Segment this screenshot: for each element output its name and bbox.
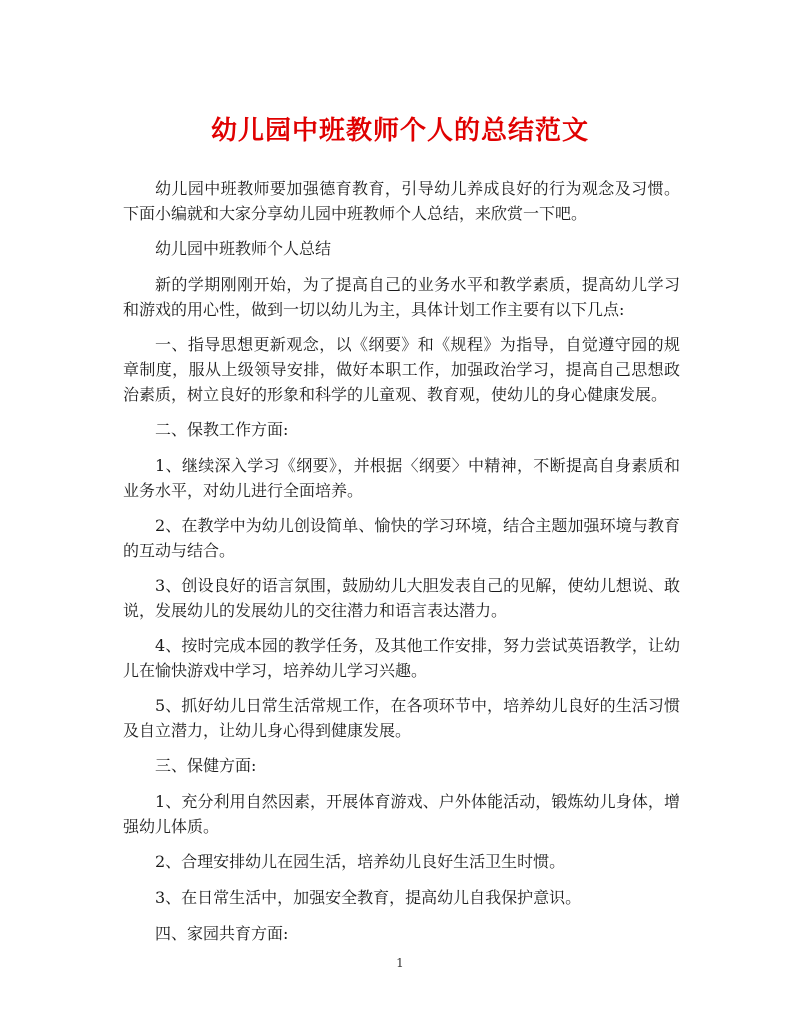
paragraph-section-4-heading: 四、家园共育方面:: [155, 924, 289, 943]
paragraph-section-1: 一、指导思想更新观念，以《纲要》和《规程》为指导，自觉遵守园的规章制度，服从上级领导安排，做好本职工作，加强政治学习，提高自己思想政治素质，树立良好的形象和科学的儿童观、教育观，使幼儿的身心健康发展。: [123, 335, 680, 404]
document-title: 幼儿园中班教师个人的总结范文: [210, 116, 589, 146]
paragraph-opening: 新的学期刚刚开始，为了提高自己的业务水平和教学素质，提高幼儿学习和游戏的用心性，做到一切以幼儿为主，具体计划工作主要有以下几点:: [123, 275, 680, 319]
paragraph-subheading: 幼儿园中班教师个人总结: [155, 239, 332, 258]
paragraph-item: 3、创设良好的语言氛围，鼓励幼儿大胆发表自己的见解，使幼儿想说、敢说，发展幼儿的发展幼儿的交往潜力和语言表达潜力。: [123, 576, 680, 620]
paragraph-intro: 幼儿园中班教师要加强德育教育，引导幼儿养成良好的行为观念及习惯。下面小编就和大家分享幼儿园中班教师个人总结，来欣赏一下吧。: [123, 179, 680, 223]
paragraph-item: 3、在日常生活中，加强安全教育，提高幼儿自我保护意识。: [155, 888, 582, 907]
paragraph-item: 4、按时完成本园的教学任务，及其他工作安排，努力尝试英语教学，让幼儿在愉快游戏中学习，培养幼儿学习兴趣。: [123, 636, 680, 680]
paragraph-section-2-heading: 二、保教工作方面:: [155, 420, 289, 439]
page-number: 1: [396, 956, 404, 970]
paragraph-item: 1、充分利用自然因素，开展体育游戏、户外体能活动，锻炼幼儿身体，增强幼儿体质。: [123, 792, 680, 836]
paragraph-section-3-heading: 三、保健方面:: [155, 756, 257, 775]
paragraph-item: 2、合理安排幼儿在园生活，培养幼儿良好生活卫生时惯。: [155, 852, 566, 871]
paragraph-item: 2、在教学中为幼儿创设简单、愉快的学习环境，结合主题加强环境与教育的互动与结合。: [123, 516, 680, 560]
document-body: [123, 176, 680, 957]
paragraph-item: 1、继续深入学习《纲要》，并根据〈纲要〉中精神，不断提高自身素质和业务水平，对幼儿进行全面培养。: [123, 456, 680, 500]
paragraph-item: 5、抓好幼儿日常生活常规工作，在各项环节中，培养幼儿良好的生活习惯及自立潜力，让幼儿身心得到健康发展。: [123, 696, 680, 740]
